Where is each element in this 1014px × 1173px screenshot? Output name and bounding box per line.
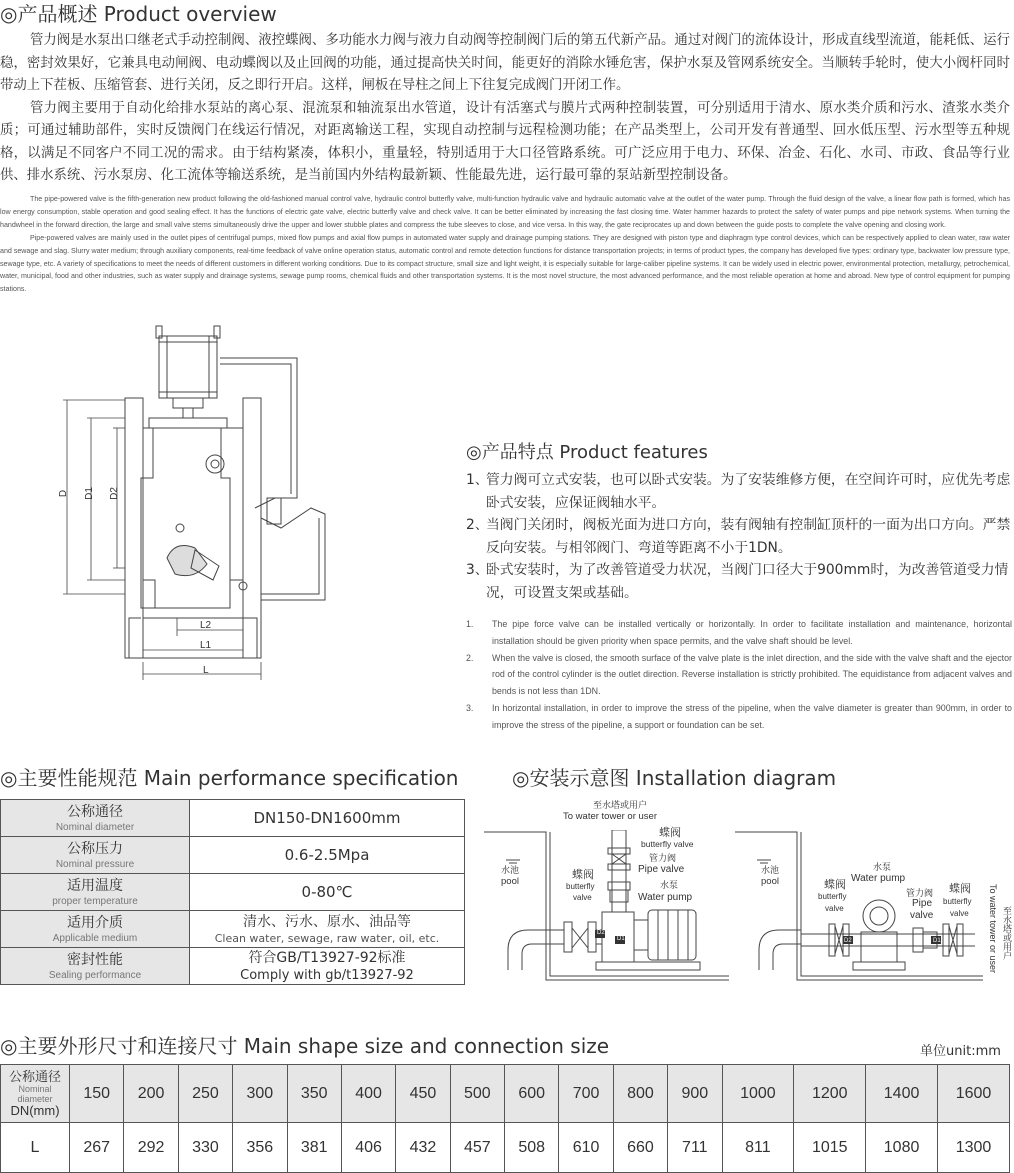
feature-en-item <box>466 616 1012 650</box>
overview-en-paragraph-1: The pipe-powered valve is the fifth-generation new product following the old-fashioned manual control valve, hydraulic control butterfly valve, multi-function hydraulic valve and hydraulic automatic valve at the outlet of the water pump. Through the fluid design of the valve, a linear flow path is formed, which has low energy consumption, stable operation and good sealing effect. It has the functions of electric gate valve, electric butterfly valve and check valve. It can be better eliminated by increasing the fast closing time. Water hammer hazards to protect the safety of water pumps and pipe network systems. When turning the handwheel in the forward direction, the large and small valve stems simultaneously drive the upper and lower stubble plates and compress the tube sleeves to close, and vice versa. In this way, the gate reciprocates up and down between the guide posts to complete the valve opening and closing work. <box>0 195 1010 229</box>
L-cell: 1300 <box>937 1123 1009 1173</box>
pipe-valve <box>913 928 923 952</box>
dimensions-header-dn: DN(mm) <box>10 1102 60 1118</box>
overview-cn-paragraph-1: 管力阀是水泵出口继老式手动控制阀、液控蝶阀、多功能水力阀与液力自动阀等控制阀门后的第五代新产品。通过对阀门的流体设计，形成直线型流道，能耗低、运行稳，密封效果好，它兼具电动闸阀、电动蝶阀以及止回阀的功能，通过提高快关时间，能更好的消除水锤危害，保护水泵及管网系统安全。当顺转手轮时，使大小阀杆同时带动上下茬板、压缩管套、进行关闭，反之即行开启。这样，闸板在导柱之间上下往复完成阀门开闭工作。 <box>0 33 1010 93</box>
performance-label-cn: 公称压力 <box>67 840 123 857</box>
dimensions-header-en1: Nominal <box>18 1083 52 1094</box>
dn-cell: 1600 <box>937 1065 1009 1123</box>
right-bfly1-en1: butterfly <box>818 892 847 901</box>
installation-title: ◎安装示意图 Installation diagram <box>512 766 837 790</box>
performance-label-cell <box>1 837 190 874</box>
performance-value-cell <box>190 800 465 837</box>
L-cell: 1015 <box>794 1123 866 1173</box>
dn-cell: 400 <box>341 1065 395 1123</box>
dn-cell: 150 <box>70 1065 124 1123</box>
dn-cell: 1200 <box>794 1065 866 1123</box>
dim-L2-label: L2 <box>200 620 212 631</box>
overview-en-text <box>0 193 1010 296</box>
right-bfly2-cn: 蝶阀 <box>949 882 971 895</box>
feature-cn-item <box>466 559 1012 604</box>
left-pipe-en: Pipe valve <box>638 864 685 875</box>
left-tower-cn: 至水塔或用户 <box>593 801 648 811</box>
left-d2-label: D2 <box>597 930 605 936</box>
suction-pipe <box>759 930 801 970</box>
butterfly-valve-inlet <box>829 924 835 956</box>
performance-row <box>1 911 465 948</box>
right-pipe-cn: 管力阀 <box>906 889 934 899</box>
right-d2-label: D2 <box>844 938 852 944</box>
inlet-flange <box>125 398 143 658</box>
dn-cell: 900 <box>668 1065 722 1123</box>
performance-value: 0.6-2.5Mpa <box>284 845 370 864</box>
dn-cell: 500 <box>450 1065 504 1123</box>
outlet-flange <box>243 398 261 658</box>
control-cylinder <box>159 336 217 398</box>
left-bfly-en1: butterfly <box>566 882 595 891</box>
feature-cn-text: 卧式安装时，为了改善管道受力状况，当阀门口径大于900mm时，为改善管道受力情况，可设置支架或基础。 <box>486 562 1009 601</box>
left-bfly-top-cn: 蝶阀 <box>659 826 681 839</box>
right-pipe-en2: valve <box>910 910 934 921</box>
left-bfly-cn: 蝶阀 <box>572 868 594 881</box>
overview-title: ◎产品概述 Product overview <box>0 2 277 26</box>
left-bfly-en2: valve <box>573 893 592 902</box>
right-bfly1-en2: valve <box>825 904 844 913</box>
feature-cn-text: 管力阀可立式安装，也可以卧式安装。为了安装维修方便，在空间许可时，应优先考虑卧式安装，应保证阀轴水平。 <box>486 472 1011 511</box>
performance-label-en: Sealing performance <box>48 969 142 981</box>
dimensions-title: ◎主要外形尺寸和连接尺寸 Main shape size and connection size <box>0 1034 610 1058</box>
dn-cell: 700 <box>559 1065 613 1123</box>
dimensions-header-en2: diameter <box>17 1093 53 1104</box>
right-d1-label: D1 <box>933 938 941 944</box>
feature-cn-item <box>466 469 1012 514</box>
L-cell: 660 <box>613 1123 667 1173</box>
overview-en-paragraph-2: Pipe-powered valves are mainly used in the outlet pipes of centrifugal pumps, mixed flow pumps and axial flow pumps in automated water supply and drainage pumping stations. They are designed with piston type and diaphragm type control devices, which can be respectively applied to clean water, raw water and sewage and slag. Slurry water medium; through auxiliary components, real-time feedback of valve online operation status, automatic control and remote detection functions for distance transportation projects; in terms of product types, the company has developed five types: ordinary type, backwater low pressure type, sewage type, etc. A variety of specifications to meet the needs of different customers in different working conditions. Due to its compact structure, small size and light weight, it is especially suitable for large-caliber pipeline systems. It can be widely used in electric power, environmental protection, metallurgy, petrochemical, water, municipal, food and other industries, such as water supply and drainage systems, sewage pump rooms, chemical fluids and other transportation systems. It is the most novel structure, the most advanced performance, and the most reliable operation at home and abroad. New type of control equipment for pumping stations. <box>0 233 1010 294</box>
L-cell: 330 <box>178 1123 232 1173</box>
feature-cn-num: 3、 <box>466 562 489 578</box>
right-tower-cn: 至水塔或用户 <box>1001 906 1011 960</box>
feature-cn-text: 当阀门关闭时，阀板光面为进口方向，装有阀轴有控制缸顶杆的一面为出口方向。严禁反向安装。与相邻阀门、弯道等距离不小于1DN。 <box>486 517 1011 556</box>
right-bfly2-en2: valve <box>950 909 969 918</box>
dn-cell: 250 <box>178 1065 232 1123</box>
performance-value: DN150-DN1600mm <box>253 808 401 827</box>
L-cell: 292 <box>124 1123 178 1173</box>
dimensions-header-cell <box>1 1065 70 1123</box>
left-d1-label: D1 <box>617 936 625 942</box>
feature-en-item <box>466 650 1012 700</box>
dn-cell: 1000 <box>722 1065 794 1123</box>
right-pool-en: pool <box>761 876 779 887</box>
dimensions-header-cn: 公称通径 <box>8 1068 61 1084</box>
left-pipe-cn: 管力阀 <box>649 854 677 864</box>
right-pump-en: Water pump <box>851 873 906 884</box>
right-pipe-en1: Pipe <box>912 898 933 909</box>
feature-en-text: When the valve is closed, the smooth surface of the valve plate is the inlet direction, and the side with the valve shaft and the ejector rod of the control cylinder is the outlet direction. Reverse installation is strictly prohibited. The equidistance from adjacent valves and bends is not less than 1DN. <box>492 652 1012 697</box>
features-title: ◎产品特点 Product features <box>466 442 708 463</box>
L-cell: 508 <box>505 1123 559 1173</box>
performance-value-cell <box>190 874 465 911</box>
performance-row <box>1 948 465 985</box>
dim-L1-label: L1 <box>200 640 212 651</box>
performance-label-en: Nominal pressure <box>55 858 135 870</box>
feature-en-num: 3. <box>466 702 474 713</box>
right-bfly1-cn: 蝶阀 <box>824 878 846 891</box>
left-pump-cn: 水泵 <box>660 881 679 891</box>
performance-row <box>1 874 465 911</box>
performance-value: 清水、污水、原水、油品等 <box>243 913 411 930</box>
installation-diagram-left <box>484 830 729 990</box>
L-cell: 610 <box>559 1123 613 1173</box>
left-pool-en: pool <box>501 876 519 887</box>
feature-cn-num: 1、 <box>466 472 489 488</box>
left-pump-en: Water pump <box>638 892 693 903</box>
overview-cn-text <box>0 30 1010 188</box>
suction-pipe <box>508 930 550 970</box>
L-cell: 457 <box>450 1123 504 1173</box>
dimensions-table <box>0 1064 1010 1173</box>
performance-label-cn: 公称通径 <box>67 803 123 820</box>
L-cell: 811 <box>722 1123 794 1173</box>
pool-wall <box>484 832 729 980</box>
butterfly-valve-outlet <box>943 924 949 956</box>
performance-value-cell <box>190 948 465 985</box>
installation-diagram-right <box>735 830 983 990</box>
performance-label-cn: 适用温度 <box>67 877 123 894</box>
dim-D-label: D <box>58 489 70 498</box>
dn-cell: 200 <box>124 1065 178 1123</box>
performance-label-en: Applicable medium <box>52 932 138 944</box>
L-cell: 356 <box>233 1123 287 1173</box>
water-pump <box>863 900 895 932</box>
performance-table <box>0 799 465 985</box>
feature-cn-item <box>466 514 1012 559</box>
performance-row <box>1 800 465 837</box>
dn-cell: 450 <box>396 1065 450 1123</box>
performance-label-cn: 适用介质 <box>67 914 123 931</box>
performance-row <box>1 837 465 874</box>
L-cell: 267 <box>70 1123 124 1173</box>
pool-wall <box>735 832 983 980</box>
performance-title: ◎主要性能规范 Main performance specification <box>0 766 459 790</box>
dn-cell: 300 <box>233 1065 287 1123</box>
dn-cell: 600 <box>505 1065 559 1123</box>
feature-en-text: The pipe force valve can be installed vertically or horizontally. In order to facilitate installation and maintenance, horizontal installation should be given priority when space permits, and the valve shaft should be level. <box>492 619 1012 646</box>
features-cn-list <box>466 469 1012 604</box>
dimensions-header-row <box>1 1065 1010 1123</box>
performance-label-cell <box>1 911 190 948</box>
right-tower-en: To water tower or user <box>988 884 998 974</box>
feature-en-num: 2. <box>466 652 474 663</box>
performance-label-cn: 密封性能 <box>67 951 123 968</box>
performance-value-en: Clean water, sewage, raw water, oil, etc. <box>214 931 440 945</box>
overview-cn-paragraph-2: 管力阀主要用于自动化给排水泵站的离心泵、混流泵和轴流泵出水管道，设计有活塞式与膜片式两种控制装置，可分别适用于清水、原水类介质和污水、渣浆水类介质；可通过辅助部件，实时反馈阀门在线运行情况，对距离输送工程，实现自动控制与远程检测功能；在产品类型上，公司开发有普通型、回水低压型、污水型等五种规格，以满足不同客户不同工况的需求。由于结构紧凑，体积小，重量轻，特别适用于大口径管路系统。可广泛应用于电力、环保、冶金、石化、水司、市政、食品等行业供、排水系统、污水泵房、化工流体等输送系统，是当前国内外结构最新颖、性能最先进，运行最可靠的泵站新型控制设备。 <box>0 100 1010 183</box>
left-bfly-top-en: butterfly valve <box>641 839 694 849</box>
right-bfly2-en1: butterfly <box>943 897 972 906</box>
performance-value-cell <box>190 837 465 874</box>
feature-cn-num: 2、 <box>466 517 489 533</box>
performance-label-cell <box>1 800 190 837</box>
performance-label-en: Nominal diameter <box>55 821 135 833</box>
dn-cell: 1400 <box>866 1065 938 1123</box>
L-cell: 406 <box>341 1123 395 1173</box>
right-pool-cn: 水池 <box>761 866 780 876</box>
performance-value: 符合GB/T13927-92标准 <box>248 950 406 966</box>
performance-label-cell <box>1 948 190 985</box>
dim-D1-label: D1 <box>83 487 95 500</box>
performance-value-en: Comply with gb/t13927-92 <box>240 968 414 983</box>
performance-label-en: proper temperature <box>52 895 138 907</box>
dn-cell: 800 <box>613 1065 667 1123</box>
pipe-valve <box>608 882 630 890</box>
L-cell: 432 <box>396 1123 450 1173</box>
performance-label-cell <box>1 874 190 911</box>
performance-value: 0-80℃ <box>301 882 353 901</box>
dim-D2-label: D2 <box>108 487 120 500</box>
L-cell: 381 <box>287 1123 341 1173</box>
right-pump-cn: 水泵 <box>873 863 892 873</box>
butterfly-valve-inlet <box>564 922 572 952</box>
feature-en-item <box>466 700 1012 734</box>
dimensions-row-label: L <box>1 1123 70 1173</box>
butterfly-valve-outlet <box>608 848 630 854</box>
L-cell: 1080 <box>866 1123 938 1173</box>
dn-cell: 350 <box>287 1065 341 1123</box>
dimensions-unit: 单位unit:mm <box>920 1044 1001 1059</box>
features-en-list <box>466 616 1012 734</box>
feature-en-text: In horizontal installation, in order to improve the stress of the pipeline, when the valve diameter is greater than 900mm, in order to improve the stress of the pipeline, a support or foundation can be set. <box>492 702 1012 730</box>
left-pool-cn: 水池 <box>501 866 520 876</box>
performance-value-cell <box>190 911 465 948</box>
L-cell: 711 <box>668 1123 722 1173</box>
left-tower-en: To water tower or user <box>563 811 657 822</box>
feature-en-num: 1. <box>466 619 474 629</box>
dim-L-label: L <box>203 665 209 676</box>
dimensions-L-row <box>1 1123 1010 1173</box>
